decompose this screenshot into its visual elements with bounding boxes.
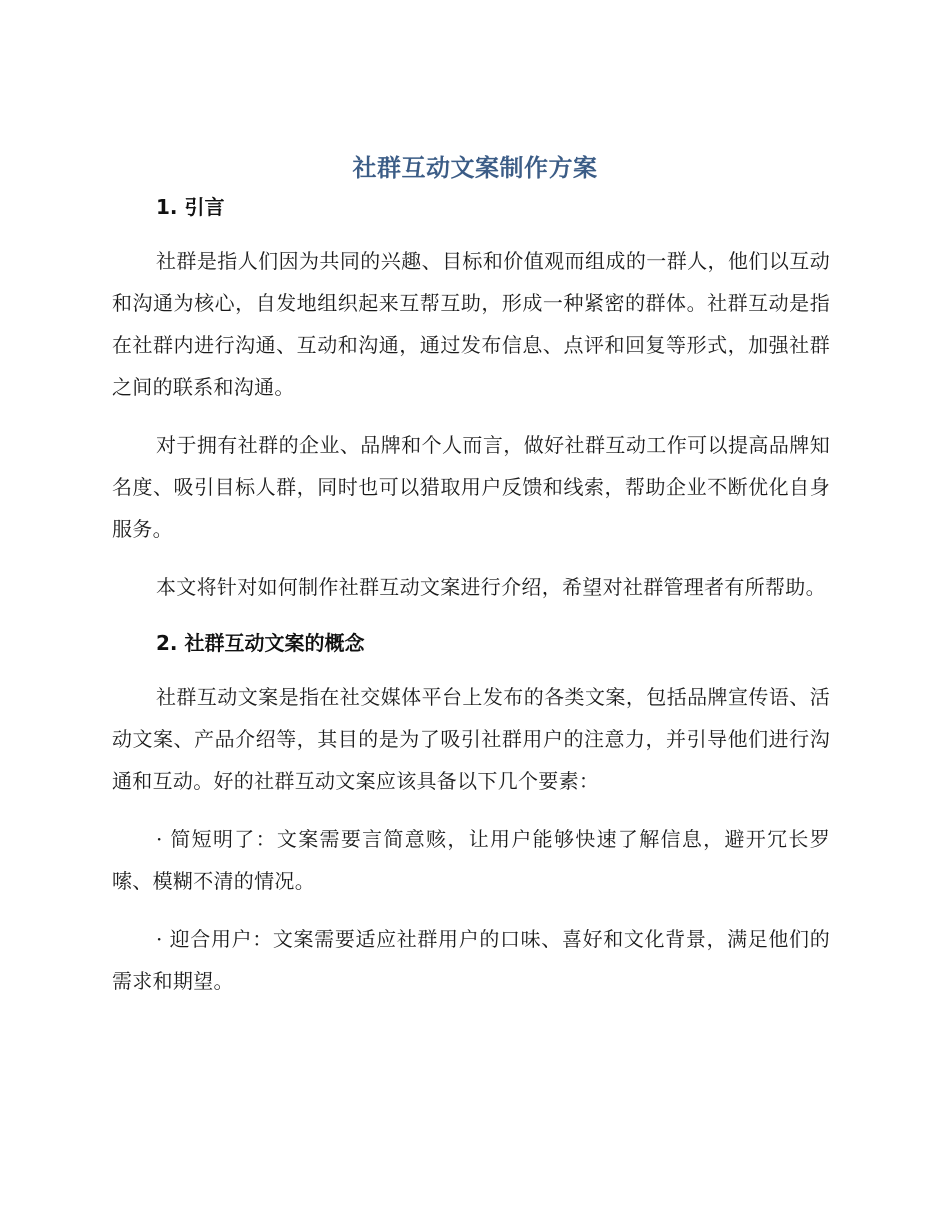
paragraph: 社群是指人们因为共同的兴趣、目标和价值观而组成的一群人，他们以互动和沟通为核心，自发地组织起来互帮互助，形成一种紧密的群体。社群互动是指在社群内进行沟通、互动和沟通，通过发布信息、点评和回复等形式，加强社群之间的联系和沟通。 bbox=[112, 249, 830, 399]
document-title: 社群互动文案制作方案 bbox=[352, 154, 598, 182]
paragraph: 本文将针对如何制作社群互动文案进行介绍，希望对社群管理者有所帮助。 bbox=[156, 575, 826, 599]
bullet-item: · 简短明了：文案需要言简意赅，让用户能够快速了解信息，避开冗长罗嗦、模糊不清的情况。 bbox=[112, 827, 830, 893]
section-heading-concept: 2. 社群互动文案的概念 bbox=[156, 631, 365, 655]
document-body bbox=[112, 192, 830, 1002]
bullet-item: · 迎合用户：文案需要适应社群用户的口味、喜好和文化背景，满足他们的需求和期望。 bbox=[112, 927, 830, 993]
paragraph: 社群互动文案是指在社交媒体平台上发布的各类文案，包括品牌宣传语、活动文案、产品介绍等，其目的是为了吸引社群用户的注意力，并引导他们进行沟通和互动。好的社群互动文案应该具备以下几个要素： bbox=[112, 685, 830, 793]
paragraph: 对于拥有社群的企业、品牌和个人而言，做好社群互动工作可以提高品牌知名度、吸引目标人群，同时也可以猎取用户反馈和线索，帮助企业不断优化自身服务。 bbox=[112, 433, 830, 541]
section-heading-intro: 1. 引言 bbox=[156, 195, 225, 219]
